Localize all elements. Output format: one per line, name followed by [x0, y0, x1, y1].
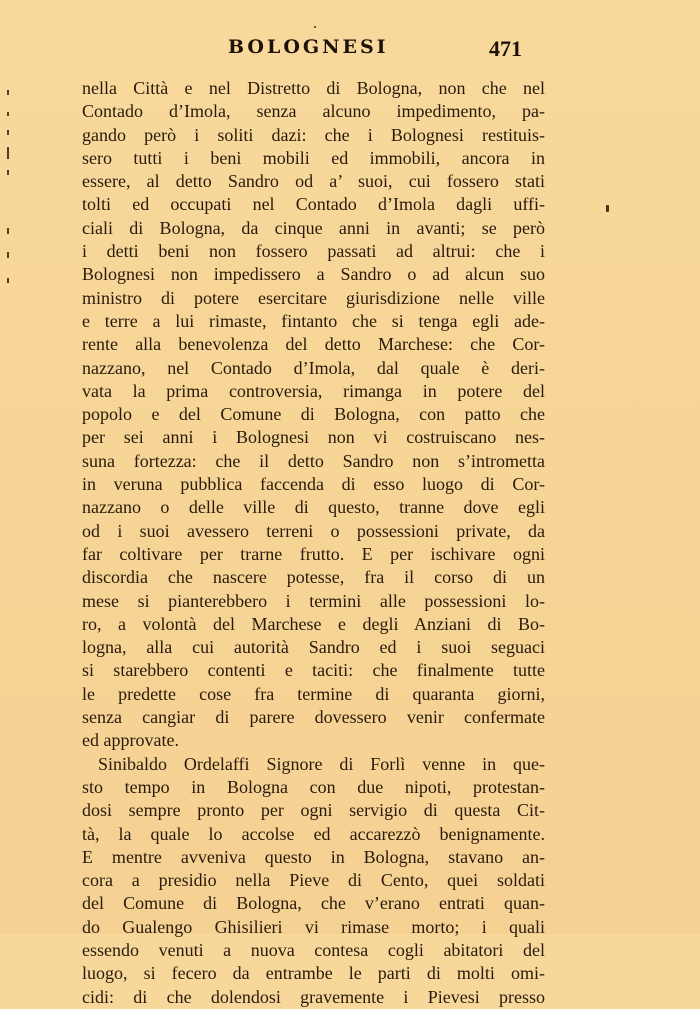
text-line: far coltivare per trarne frutto. E per ischivare ogni — [82, 543, 545, 564]
text-line: cora a presidio nella Pieve di Cento, quei soldati — [82, 870, 545, 891]
text-line: si starebbero contenti e taciti: che finalmente tutte — [82, 660, 545, 681]
margin-mark — [7, 170, 9, 175]
text-line: in veruna pubblica faccenda di esso luogo di Cor- — [82, 474, 545, 495]
ink-speck — [606, 205, 609, 212]
body-text — [82, 77, 545, 1009]
text-line: tolti ed occupati nel Contado d’Imola dagli uffi- — [82, 194, 545, 215]
text-line: sto tempo in Bologna con due nipoti, protestan- — [82, 776, 545, 797]
page-number: 471 — [489, 36, 522, 61]
text-line: vata la prima controversia, rimanga in potere del — [82, 380, 545, 401]
text-line: del Comune di Bologna, che v’erano entrati quan- — [82, 893, 545, 914]
margin-mark — [7, 90, 9, 95]
text-line: essere, al detto Sandro od a’ suoi, cui fossero stati — [82, 171, 545, 192]
page-header — [0, 36, 700, 66]
text-line: popolo e del Comune di Bologna, con patto che — [82, 404, 545, 425]
text-line: nazzano o delle ville di questo, tranne dove egli — [82, 497, 545, 518]
text-line: senza cangiar di parere dovessero venir confermate — [82, 707, 545, 728]
text-line: od i suoi avessero terreni o possessioni private, da — [82, 520, 545, 541]
text-line: ciali di Bologna, da cinque anni in avanti; se però — [82, 217, 545, 238]
margin-mark — [7, 228, 9, 234]
text-line: rente alla benevolenza del detto Marchese: che Cor- — [82, 334, 545, 355]
margin-mark — [7, 252, 9, 258]
text-line: dosi sempre pronto per ogni servigio di questa Cit- — [82, 800, 545, 821]
text-line: discordia che nascere potesse, fra il corso di un — [82, 567, 545, 588]
text-line: Sinibaldo Ordelaffi Signore di Forlì venne in que- — [98, 753, 545, 774]
text-line: ministro di potere esercitare giurisdizione nelle ville — [82, 287, 545, 308]
text-line: Bolognesi non impedissero a Sandro o ad alcun suo — [82, 264, 545, 285]
text-line: tà, la quale lo accolse ed accarezzò benignamente. — [82, 823, 545, 844]
text-line: gando però i soliti dazi: che i Bolognesi restituis- — [82, 124, 545, 145]
running-head: BOLOGNESI — [228, 36, 389, 58]
text-line: Contado d’Imola, senza alcuno impedimento, pa- — [82, 101, 545, 122]
text-line: essendo venuti a nuova contesa cogli abitatori del — [82, 939, 545, 960]
margin-mark — [7, 278, 9, 283]
text-line: i detti beni non fossero passati ad altrui: che i — [82, 241, 545, 262]
text-line: ed approvate. — [82, 730, 179, 751]
text-line: do Gualengo Ghisilieri vi rimase morto; i quali — [82, 916, 545, 937]
text-line: le predette cose fra termine di quaranta giorni, — [82, 683, 545, 704]
text-line: cidi: di che dolendosi gravemente i Pievesi presso — [82, 986, 545, 1007]
text-line: e terre a lui rimaste, fintanto che si tenga egli ade- — [82, 310, 545, 331]
margin-mark — [7, 130, 9, 135]
text-line: logna, alla cui autorità Sandro ed i suoi seguaci — [82, 637, 545, 658]
margin-mark — [7, 147, 9, 159]
margin-mark — [7, 112, 9, 116]
text-line: mese si pianterebbero i termini alle possessioni lo- — [82, 590, 545, 611]
text-line: suna fortezza: che il detto Sandro non s’intrometta — [82, 450, 545, 471]
text-line: sero tutti i beni mobili ed immobili, ancora in — [82, 147, 545, 168]
text-line: nella Città e nel Distretto di Bologna, non che nel — [82, 78, 545, 98]
text-line: E mentre avveniva questo in Bologna, stavano an- — [82, 846, 545, 867]
text-line: luogo, si fecero da entrambe le parti di molti omi- — [82, 963, 545, 984]
text-line: nazzano, nel Contado d’Imola, dal quale è deri- — [82, 357, 545, 378]
text-line: per sei anni i Bolognesi non vi costruiscano nes- — [82, 427, 545, 448]
ink-speck — [314, 26, 316, 28]
text-line: ro, a volontà del Marchese e degli Anziani di Bo- — [82, 613, 545, 634]
